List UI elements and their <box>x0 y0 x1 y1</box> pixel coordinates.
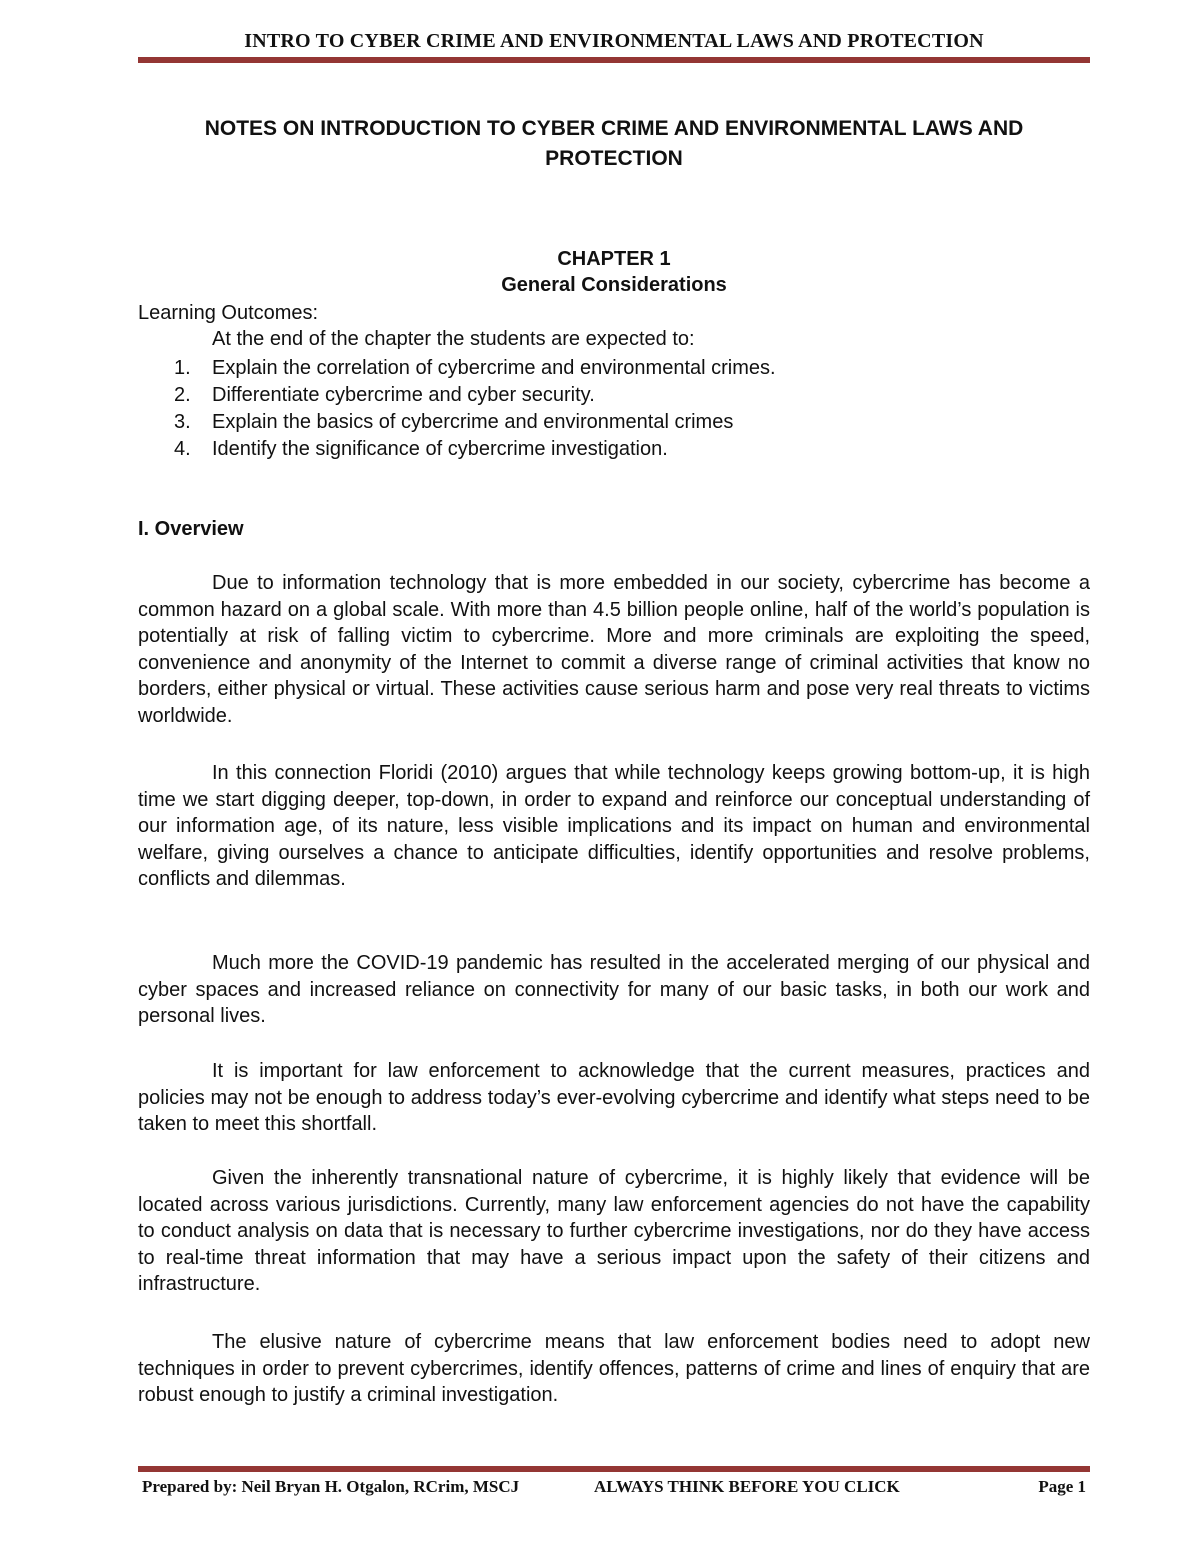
list-item-number: 3. <box>174 411 191 433</box>
list-item-number: 2. <box>174 384 191 406</box>
list-item-text: Differentiate cybercrime and cyber security. <box>212 384 595 406</box>
overview-paragraph-6: The elusive nature of cybercrime means that law enforcement bodies need to adopt new techniques in order to prevent cybercrimes, identify offences, patterns of crime and lines of enquiry that are robust enough to justify a criminal investigation. <box>138 1331 1090 1406</box>
overview-paragraph-4: It is important for law enforcement to acknowledge that the current measures, practices and policies may not be enough to address today’s ever-evolving cybercrime and identify what steps need to be taken to meet this shortfall. <box>138 1060 1090 1135</box>
chapter-number: CHAPTER 1 <box>557 248 671 270</box>
footer-rule <box>138 1466 1090 1472</box>
overview-paragraph-5: Given the inherently transnational nature of cybercrime, it is highly likely that evidence will be located across various jurisdictions. Currently, many law enforcement agencies do not have the capability to conduct analysis on data that is necessary to further cybercrime investigations, nor do they have access to real-time threat information that may have a serious impact upon the safety of their citizens and infrastructure. <box>138 1167 1090 1295</box>
footer-slogan: ALWAYS THINK BEFORE YOU CLICK <box>594 1477 900 1496</box>
overview-paragraph-2: In this connection Floridi (2010) argues that while technology keeps growing bottom-up, it is high time we start digging deeper, top-down, in order to expand and reinforce our conceptual understanding of our information age, of its nature, less visible implications and its impact on human and environmental welfare, giving ourselves a chance to anticipate difficulties, identify opportunities and resolve problems, conflicts and dilemmas. <box>138 762 1090 890</box>
list-item-number: 4. <box>174 438 191 460</box>
overview-paragraph-3: Much more the COVID-19 pandemic has resulted in the accelerated merging of our physical and cyber spaces and increased reliance on connectivity for many of our basic tasks, in both our work and personal lives. <box>138 952 1090 1027</box>
document-title-line-2: PROTECTION <box>545 147 683 170</box>
list-item <box>174 355 776 382</box>
list-item <box>174 436 776 463</box>
learning-outcomes-heading: Learning Outcomes: <box>138 302 319 324</box>
list-item-number: 1. <box>174 357 191 379</box>
overview-heading: I. Overview <box>138 518 244 540</box>
list-item-text: Identify the significance of cybercrime investigation. <box>212 438 668 460</box>
chapter-title: General Considerations <box>501 274 727 296</box>
list-item <box>174 382 776 409</box>
running-header: INTRO TO CYBER CRIME AND ENVIRONMENTAL LAWS AND PROTECTION <box>244 30 984 52</box>
list-item-text: Explain the correlation of cybercrime and environmental crimes. <box>212 357 776 379</box>
learning-outcomes-intro: At the end of the chapter the students are expected to: <box>212 328 695 350</box>
learning-outcomes-list <box>174 355 776 463</box>
document-title <box>138 114 1090 174</box>
list-item-text: Explain the basics of cybercrime and environmental crimes <box>212 411 734 433</box>
footer-page-number: Page 1 <box>1038 1477 1086 1496</box>
header-rule <box>138 57 1090 63</box>
overview-paragraph-1: Due to information technology that is more embedded in our society, cybercrime has become a common hazard on a global scale. With more than 4.5 billion people online, half of the world’s population is potentially at risk of falling victim to cybercrime. More and more criminals are exploiting the speed, convenience and anonymity of the Internet to commit a diverse range of criminal activities that know no borders, either physical or virtual. These activities cause serious harm and pose very real threats to victims worldwide. <box>138 572 1090 727</box>
footer-prepared-by: Prepared by: Neil Bryan H. Otgalon, RCrim, MSCJ <box>142 1477 520 1496</box>
document-title-line-1: NOTES ON INTRODUCTION TO CYBER CRIME AND ENVIRONMENTAL LAWS AND <box>204 117 1024 140</box>
list-item <box>174 409 776 436</box>
